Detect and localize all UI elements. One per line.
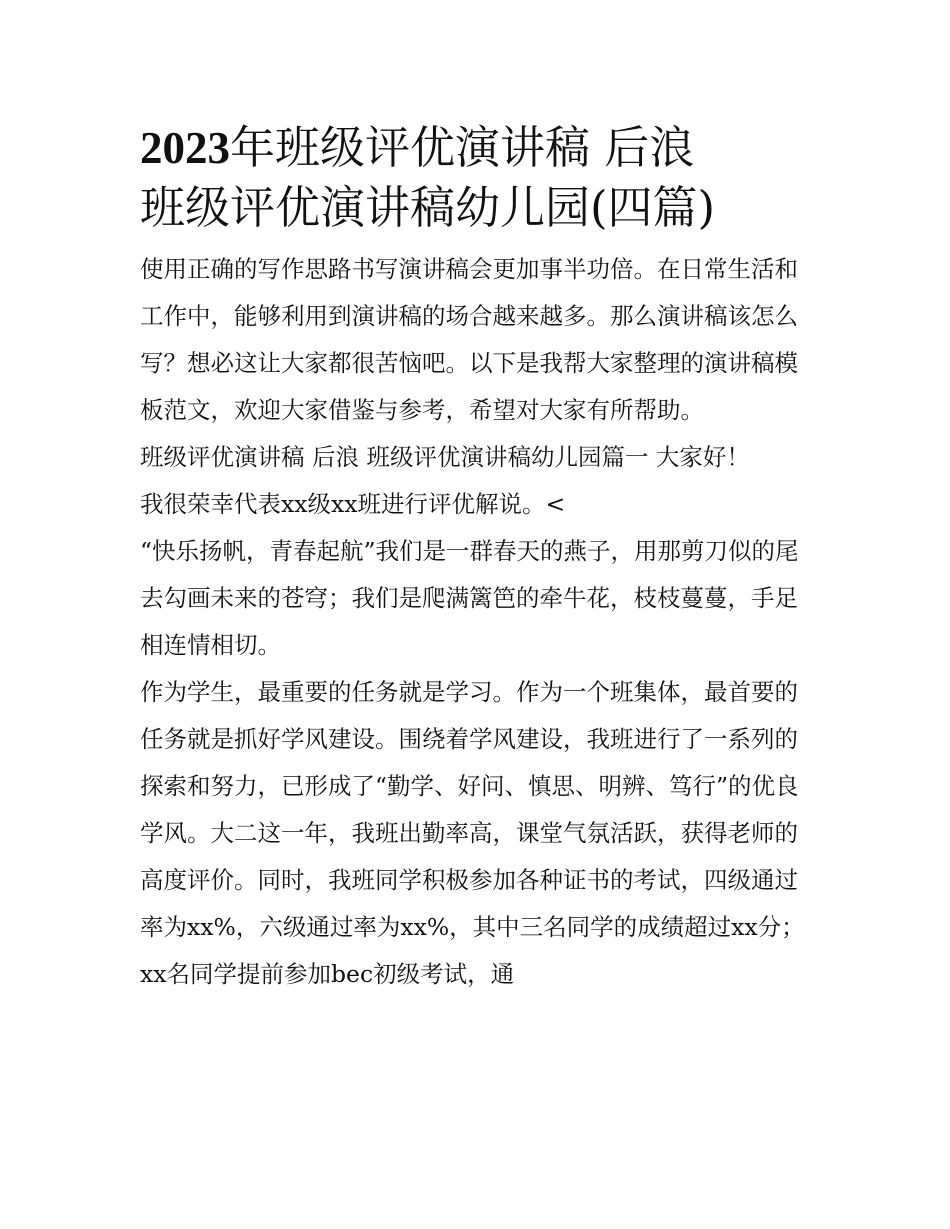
paragraph-section-heading: 班级评优演讲稿 后浪 班级评优演讲稿幼儿园篇一 大家好！ <box>140 443 750 471</box>
paragraph-greeting: 我很荣幸代表xx级xx班进行评优解说。< <box>140 490 566 518</box>
paragraph-slogan: “快乐扬帆，青春起航”我们是一群春天的燕子，用那剪刀似的尾去勾画未来的苍穹；我们是爬满篱笆的牵牛花，枝枝蔓蔓，手足相连情相切。 <box>140 537 799 659</box>
document-title <box>140 118 820 238</box>
paragraph-intro: 使用正确的写作思路书写演讲稿会更加事半功倍。在日常生活和工作中，能够利用到演讲稿的场合越来越多。那么演讲稿该怎么写？想必这让大家都很苦恼吧。以下是我帮大家整理的演讲稿模板范文，欢迎大家借鉴与参考，希望对大家有所帮助。 <box>140 255 798 424</box>
title-line-1 <box>140 118 820 178</box>
title-line-2: 班级评优演讲稿幼儿园(四篇) <box>140 181 716 234</box>
title-year: 2023 <box>140 123 230 173</box>
title-line-1-text: 年班级评优演讲稿 后浪 <box>230 121 695 174</box>
document-body <box>140 118 820 998</box>
paragraph-study: 作为学生，最重要的任务就是学习。作为一个班集体，最首要的任务就是抓好学风建设。围绕着学风建设，我班进行了一系列的探索和努力，已形成了“勤学、好问、慎思、明辨、笃行”的优良学风。大二这一年，我班出勤率高，课堂气氛活跃，获得老师的高度评价。同时，我班同学积极参加各种证书的考试，四级通过率为xx%，六级通过率为xx%，其中三名同学的成绩超过xx分；xx名同学提前参加bec初级考试，通 <box>140 678 805 988</box>
